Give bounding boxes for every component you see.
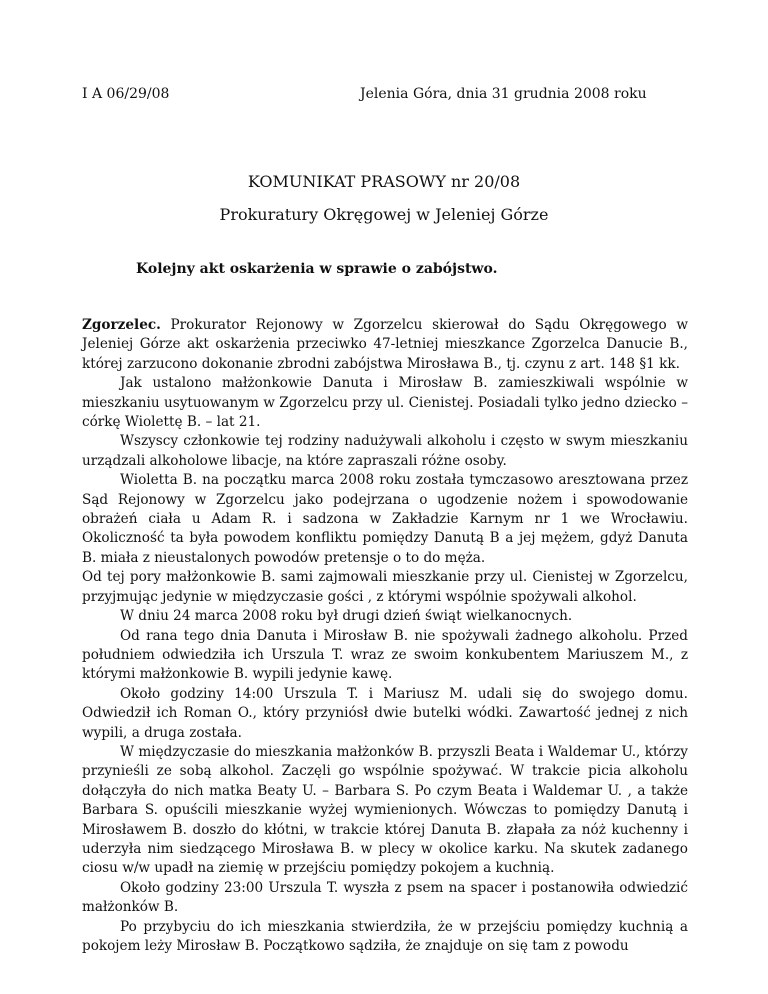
paragraph: Wioletta B. na początku marca 2008 roku została tymczasowo aresztowana przez Sąd Rejonowy w Zgorzelcu jako podejrzana o ugodzenie nożem i spowodowanie obrażeń ciała u Adam R. i sadzona w Zakładzie Karnym nr 1 we Wrocławiu. Okoliczność ta była powodem konfliktu pomiędzy Danutą B a jej mężem, gdyż Danuta B. miała z nieustalonych powodów pretensje o to do męża. [82, 472, 688, 566]
case-number: I A 06/29/08 [82, 86, 170, 102]
section-heading: Kolejny akt oskarżenia w sprawie o zabójstwo. [136, 261, 498, 277]
paragraph: Od tej pory małżonkowie B. sami zajmowali mieszkanie przy ul. Cienistej w Zgorzelcu, przyjmując jedynie w międzyczasie gości , z którymi wspólnie spożywali alkohol. [82, 569, 688, 605]
document-body [82, 316, 688, 956]
paragraph: Około godziny 14:00 Urszula T. i Mariusz M. udali się do swojego domu. Odwiedził ich Roman O., który przyniósł dwie butelki wódki. Zawartość jednej z nich wypili, a druga została. [82, 685, 688, 741]
paragraph: Wszyscy członkowie tej rodziny nadużywali alkoholu i często w swym mieszkaniu urządzali alkoholowe libacje, na które zapraszali różne osoby. [82, 433, 688, 469]
paragraph: W międzyczasie do mieszkania małżonków B. przyszli Beata i Waldemar U., którzy przynieśli ze sobą alkohol. Zaczęli go wspólnie spożywać. W trakcie picia alkoholu dołączyła do nich matka Beaty U. – Barbara S. Po czym Beata i Waldemar U. , a także Barbara S. opuścili mieszkanie wyżej wymienionych. Wówczas to pomiędzy Danutą i Mirosławem B. doszło do kłótni, w trakcie której Danuta B. złapała za nóż kuchenny i uderzyła nim siedzącego Mirosława B. w plecy w okolice karku. Na skutek zadanego ciosu w/w upadł na ziemię w przejściu pomiędzy pokojem a kuchnią. [82, 743, 688, 877]
document-subtitle: Prokuratury Okręgowej w Jeleniej Górze [219, 205, 549, 224]
paragraph [82, 316, 688, 374]
paragraph-text: Prokurator Rejonowy w Zgorzelcu skierował do Sądu Okręgowego w Jeleniej Górze akt oskarżenia przeciwko 47-letniej mieszkance Zgorzelca Danucie B., której zarzucono dokonanie zbrodni zabójstwa Mirosława B., tj. czynu z art. 148 §1 kk. [82, 317, 688, 372]
paragraph: W dniu 24 marca 2008 roku był drugi dzień świąt wielkanocnych. [120, 608, 573, 625]
place-date: Jelenia Góra, dnia 31 grudnia 2008 roku [360, 86, 647, 102]
document-title: KOMUNIKAT PRASOWY nr 20/08 [247, 172, 521, 191]
paragraph: Jak ustalono małżonkowie Danuta i Mirosław B. zamieszkiwali wspólnie w mieszkaniu usytuowanym w Zgorzelcu przy ul. Cienistej. Posiadali tylko jedno dziecko – córkę Wiolettę B. – lat 21. [82, 375, 688, 431]
paragraph: Około godziny 23:00 Urszula T. wyszła z psem na spacer i postanowiła odwiedzić małżonków B. [82, 879, 688, 916]
paragraph: Od rana tego dnia Danuta i Mirosław B. nie spożywali żadnego alkoholu. Przed południem odwiedziła ich Urszula T. wraz ze swoim konkubentem Mariuszem M., z którymi małżonkowie B. wypili jedynie kawę. [82, 627, 688, 683]
paragraph: Po przybyciu do ich mieszkania stwierdziła, że w przejściu pomiędzy kuchnią a pokojem leży Mirosław B. Początkowo sądziła, że znajduje on się tam z powodu [82, 918, 688, 954]
paragraph-lead: Zgorzelec. [82, 317, 161, 333]
